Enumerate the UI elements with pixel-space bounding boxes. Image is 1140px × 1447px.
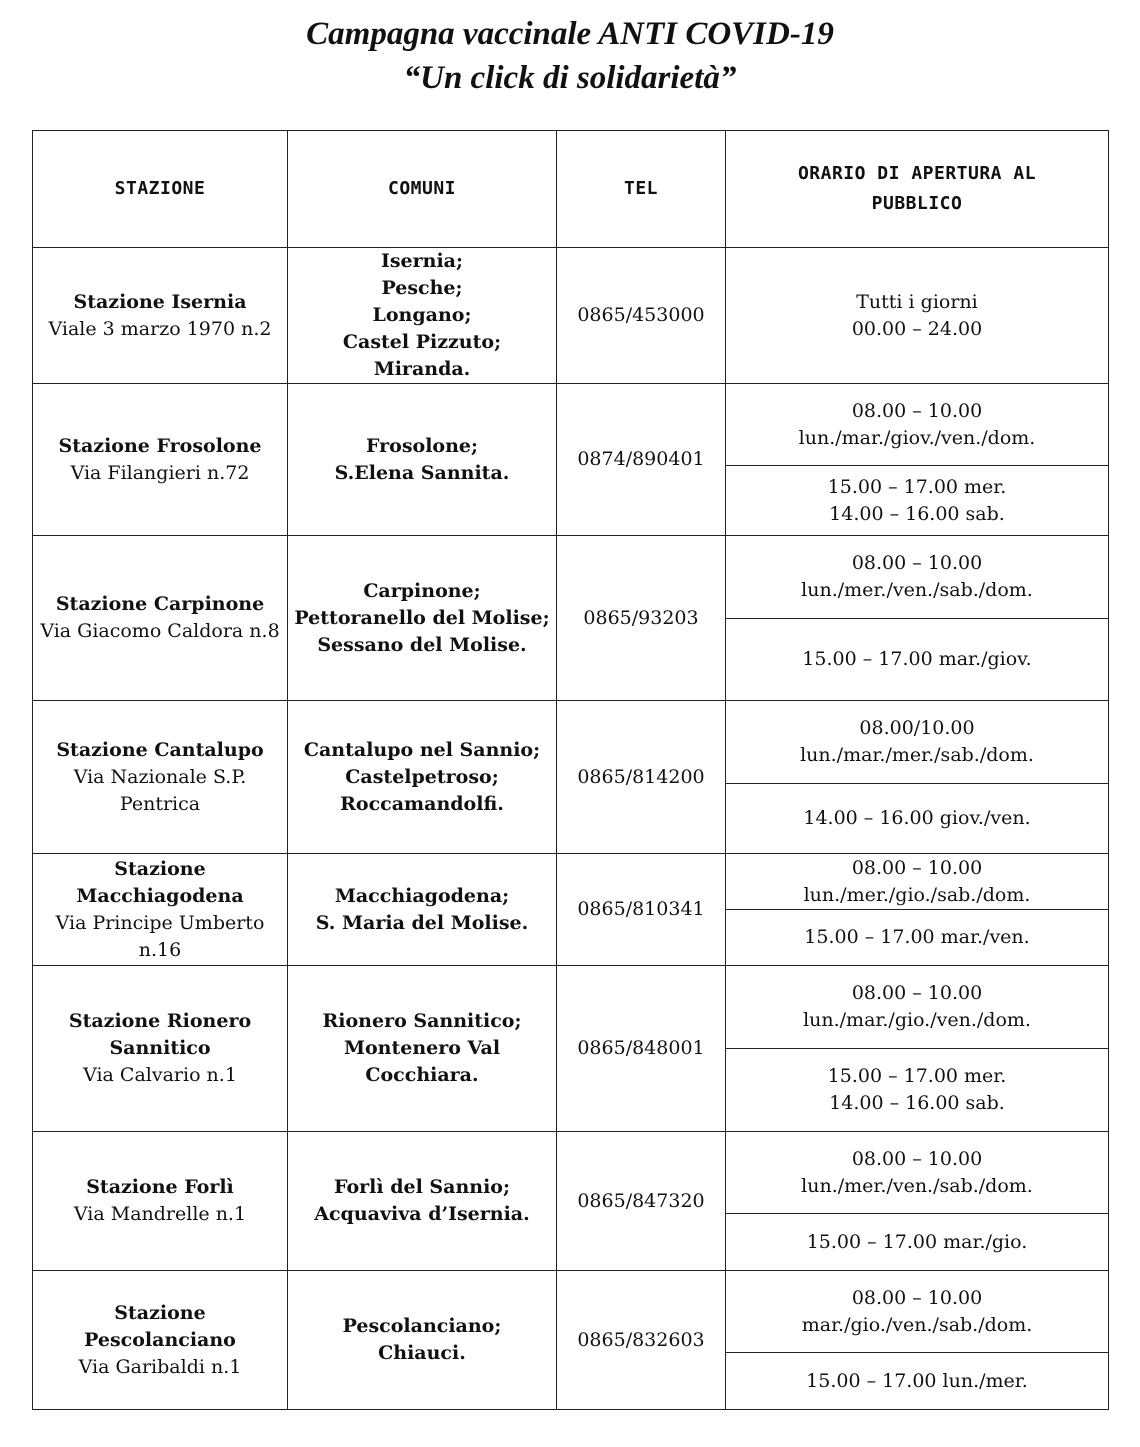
comune-name: Roccamandolfi. [340, 792, 504, 815]
opening-hours-line: lun./mar./giov./ven./dom. [798, 426, 1036, 449]
comune-name: Pescolanciano; [342, 1315, 502, 1337]
comuni-cell [288, 248, 557, 384]
tel-cell [557, 1271, 726, 1410]
opening-hours-line: 15.00 – 17.00 lun./mer. [806, 1369, 1028, 1392]
station-address: Via Giacomo Caldora n.8 [40, 620, 280, 642]
table-row [33, 854, 1109, 910]
document-title: Campagna vaccinale ANTI COVID-19 [306, 16, 834, 52]
station-address: Via Filangieri n.72 [70, 461, 250, 484]
header-orario-line2: PUBBLICO [871, 193, 963, 214]
comune-name: Castelpetroso; [345, 765, 499, 788]
opening-hours-cell [726, 536, 1109, 619]
opening-hours-cell [726, 1132, 1109, 1214]
table-row [33, 536, 1109, 619]
comune-name: S.Elena Sannita. [334, 461, 510, 484]
opening-hours-line: 15.00 – 17.00 mar./gio. [806, 1230, 1028, 1253]
opening-hours-line: 14.00 – 16.00 sab. [829, 502, 1005, 525]
phone-number: 0865/847320 [577, 1189, 705, 1212]
table-header-row [33, 131, 1109, 248]
table-row [33, 966, 1109, 1049]
opening-hours-cell [726, 1214, 1109, 1271]
station-address: Via Calvario n.1 [83, 1064, 237, 1086]
comuni-cell [288, 1132, 557, 1271]
opening-hours-cell [726, 784, 1109, 854]
opening-hours-line: 08.00 – 10.00 [851, 552, 983, 574]
opening-hours-line: 15.00 – 17.00 mar./giov. [802, 648, 1032, 670]
phone-number: 0865/848001 [577, 1037, 705, 1059]
station-name: Stazione Isernia [73, 290, 247, 313]
header-comuni: COMUNI [288, 131, 557, 248]
opening-hours-cell [726, 966, 1109, 1049]
header-tel: TEL [557, 131, 726, 248]
comune-name: Isernia; [380, 250, 464, 272]
comune-name: Macchiagodena; [334, 884, 510, 907]
station-address: Via Principe Umberto n.16 [55, 911, 265, 961]
table-row [33, 1271, 1109, 1353]
opening-hours-line: 08.00 – 10.00 [851, 399, 983, 422]
station-address: Viale 3 marzo 1970 n.2 [48, 317, 272, 340]
opening-hours-line: 15.00 – 17.00 mar./ven. [804, 926, 1030, 948]
comune-name: Pettoranello del Molise; [294, 606, 550, 629]
opening-hours-cell [726, 248, 1109, 384]
phone-number: 0865/814200 [577, 765, 705, 788]
opening-hours-line: mar./gio./ven./sab./dom. [801, 1313, 1033, 1336]
station-name: Stazione Macchiagodena [76, 857, 244, 907]
station-cell [33, 384, 288, 536]
comune-name: Miranda. [373, 358, 471, 380]
header-orario [726, 131, 1109, 248]
opening-hours-line: lun./mer./ven./sab./dom. [801, 579, 1033, 601]
comune-name: Frosolone; [365, 434, 478, 457]
tel-cell [557, 854, 726, 966]
opening-hours-cell [726, 466, 1109, 536]
opening-hours-line: lun./mer./ven./sab./dom. [801, 1174, 1033, 1197]
tel-cell [557, 701, 726, 854]
comune-name: S. Maria del Molise. [315, 911, 529, 934]
comune-name: Forlì del Sannio; [334, 1176, 510, 1198]
document-subtitle: “Un click di solidarietà” [403, 60, 737, 96]
table-row [33, 1132, 1109, 1214]
opening-hours-line: lun./mar./mer./sab./dom. [800, 744, 1034, 766]
opening-hours-line: 15.00 – 17.00 mer. [827, 475, 1007, 498]
opening-hours-line: 08.00 – 10.00 [851, 1286, 983, 1309]
station-address: Via Nazionale S.P. Pentrica [73, 765, 247, 815]
stations-table [32, 130, 1109, 1410]
opening-hours-cell [726, 619, 1109, 701]
table-row [33, 384, 1109, 466]
opening-hours-line: 14.00 – 16.00 giov./ven. [803, 807, 1031, 829]
comune-name: Longano; [372, 304, 472, 326]
comuni-cell [288, 384, 557, 536]
comuni-cell [288, 1271, 557, 1410]
comune-name: Chiauci. [378, 1342, 466, 1364]
station-address: Via Garibaldi n.1 [78, 1355, 242, 1378]
opening-hours-cell [726, 1271, 1109, 1353]
comune-name: Castel Pizzuto; [342, 331, 502, 353]
station-cell [33, 536, 288, 701]
phone-number: 0865/810341 [577, 898, 705, 920]
phone-number: 0874/890401 [577, 448, 705, 470]
station-name: Stazione Carpinone [55, 593, 265, 615]
station-name: Stazione Cantalupo [56, 738, 264, 761]
comune-name: Cantalupo nel Sannio; [303, 738, 541, 761]
comune-name: Montenero Val Cocchiara. [343, 1037, 501, 1086]
opening-hours-line: Tutti i giorni [856, 290, 978, 313]
opening-hours-line: 00.00 – 24.00 [851, 317, 983, 340]
station-cell [33, 1271, 288, 1410]
comuni-cell [288, 854, 557, 966]
station-address: Via Mandrelle n.1 [73, 1203, 247, 1225]
comune-name: Sessano del Molise. [317, 633, 527, 656]
opening-hours-line: 08.00 – 10.00 [851, 1147, 983, 1170]
station-cell [33, 854, 288, 966]
opening-hours-cell [726, 1049, 1109, 1132]
station-name: Stazione Pescolanciano [84, 1301, 236, 1351]
station-cell [33, 248, 288, 384]
comune-name: Acquaviva d’Isernia. [314, 1203, 530, 1225]
comune-name: Rionero Sannitico; [322, 1010, 522, 1032]
opening-hours-line: 14.00 – 16.00 sab. [829, 1092, 1005, 1114]
station-cell [33, 701, 288, 854]
opening-hours-cell [726, 701, 1109, 784]
phone-number: 0865/93203 [583, 606, 699, 629]
table-row [33, 248, 1109, 384]
table-body [33, 248, 1109, 1410]
comuni-cell [288, 536, 557, 701]
opening-hours-line: 08.00 – 10.00 [851, 856, 983, 879]
tel-cell [557, 384, 726, 536]
opening-hours-cell [726, 384, 1109, 466]
phone-number: 0865/453000 [577, 304, 705, 326]
opening-hours-line: 08.00 – 10.00 [851, 982, 983, 1004]
opening-hours-line: 08.00/10.00 [859, 717, 975, 739]
phone-number: 0865/832603 [577, 1328, 705, 1351]
opening-hours-cell [726, 1353, 1109, 1410]
station-cell [33, 966, 288, 1132]
opening-hours-cell [726, 854, 1109, 910]
comuni-cell [288, 701, 557, 854]
tel-cell [557, 248, 726, 384]
station-name: Stazione Frosolone [58, 434, 262, 457]
station-cell [33, 1132, 288, 1271]
station-name: Stazione Rionero Sannitico [68, 1010, 252, 1059]
tel-cell [557, 1132, 726, 1271]
tel-cell [557, 536, 726, 701]
opening-hours-line: lun./mer./gio./sab./dom. [803, 883, 1031, 906]
header-stazione: STAZIONE [33, 131, 288, 248]
station-name: Stazione Forlì [86, 1176, 234, 1198]
opening-hours-cell [726, 910, 1109, 966]
header-orario-line1: ORARIO DI APERTURA AL [797, 163, 1037, 184]
table-row [33, 701, 1109, 784]
opening-hours-line: 15.00 – 17.00 mer. [827, 1065, 1007, 1087]
tel-cell [557, 966, 726, 1132]
opening-hours-line: lun./mar./gio./ven./dom. [803, 1009, 1031, 1031]
comune-name: Carpinone; [363, 579, 481, 602]
comune-name: Pesche; [381, 277, 463, 299]
comuni-cell [288, 966, 557, 1132]
